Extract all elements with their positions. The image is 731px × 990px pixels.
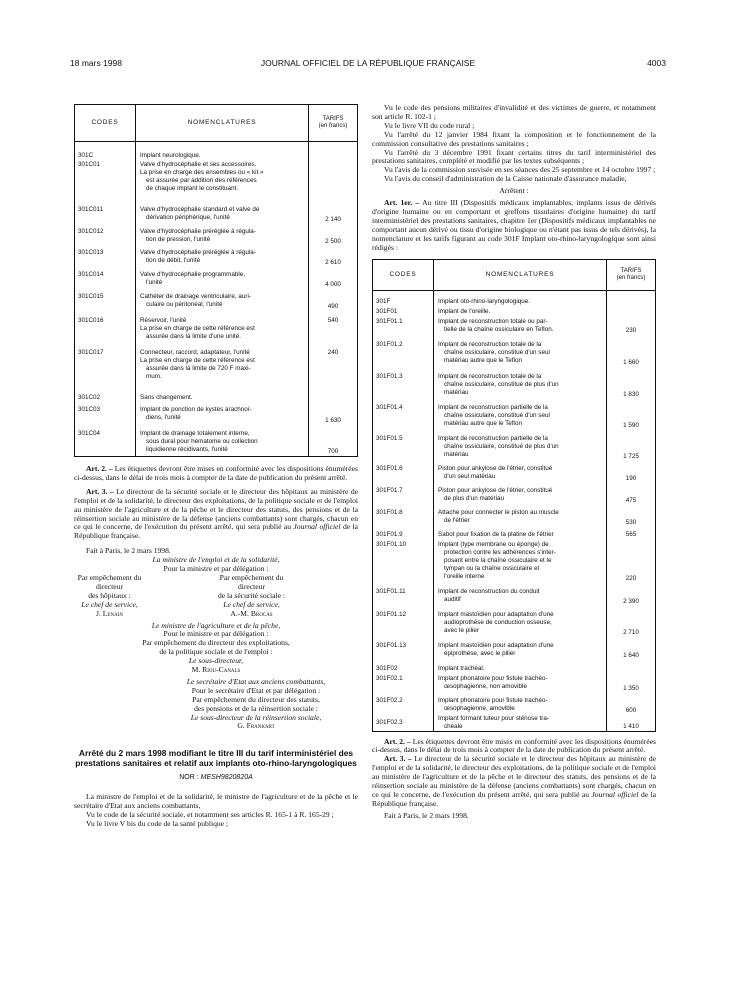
table-cell-text: Implant de reconstruction totale ou par- (438, 317, 548, 325)
table-cell-text: Implant (type membrane ou éponge) de (438, 540, 549, 548)
table-cell-text: Sans changement. (140, 394, 193, 401)
table-cell-text: Réservoir, l'unité (140, 317, 187, 324)
table-cell-code: 301C01 (78, 161, 101, 168)
table-cell-text: Implant mastoïdien pour adaptation d'une (438, 641, 554, 649)
article-2: Art. 2. – Les étiquettes devront être mises en conformité avec les dispositions énumérées ci-dessus, dans le délai de trois mois à compter de la date de publication du présent arrêté. (372, 736, 656, 755)
table-cell-text: Connecteur, raccord, adaptateur, l'unité (140, 349, 250, 356)
table-cell-text: audioprothèse de conduction osseuse, (444, 618, 552, 626)
table-cell-code: 301F01.8 (376, 508, 403, 516)
table-cell-text: Valve d'hydrocéphalie préréglée à régula- (140, 249, 256, 256)
table-cell-tarif: 1 660 (623, 358, 639, 366)
table-cell-tarif: 2 610 (325, 259, 341, 266)
table-cell-text: tympan ou la chaîne ossiculaire et (444, 564, 540, 572)
table-header (373, 260, 655, 291)
table-cell-text: Implant de l'oreille. (438, 307, 491, 315)
table-cell-code: 301C015 (78, 293, 104, 300)
table-cell-code: 301C013 (78, 249, 104, 256)
table-body (373, 291, 655, 731)
table-cell-tarif: 2 500 (325, 238, 341, 245)
page-header (70, 58, 666, 72)
tarifs-column (607, 291, 655, 731)
table-cell-text: l'oreille interne (444, 572, 485, 580)
table-cell-code: 301F01 (376, 307, 398, 315)
table-cell-tarif: 1 410 (623, 722, 639, 730)
table-cell-text: de plus d'un matériau (444, 494, 505, 502)
table-cell-text: de chaque implant le constituant. (146, 185, 239, 192)
table-cell-text: Implant phonatoire pour fistule trachéo- (438, 696, 548, 704)
table-cell-text: chéale (444, 722, 463, 730)
table-cell-text: Implant oto-rhino-laryngologique. (438, 297, 531, 305)
table-cell-tarif: 1 830 (623, 390, 639, 398)
table-cell-code: 301F01.12 (376, 610, 407, 618)
table-cell-text: tion de pression, l'unité (146, 236, 211, 243)
table-cell-text: chaîne ossiculaire, constitué d'un seul (444, 348, 550, 356)
col-header-codes: CODES (373, 260, 434, 290)
table-cell-text: de l'étrier (444, 516, 470, 524)
nor-reference: NOR : MESH9820820A (179, 774, 253, 782)
table-cell-text: assurée dans la limite de 720 F maxi- (146, 365, 251, 372)
table-cell-tarif: 4 000 (325, 281, 341, 288)
table-cell-code: 301C02 (78, 394, 101, 401)
table-cell-text: Implant formant tuteur pour sténose tra- (438, 714, 549, 722)
signature-name: G. Frankart (237, 721, 275, 731)
table-cell-tarif: 2 390 (623, 597, 639, 605)
table-cell-text: Implant de reconstruction partielle de la (438, 403, 548, 411)
table-cell-text: œsophagienne, amovible (444, 704, 515, 712)
table-cell-text: chaîne ossiculaire, constitué d'un seul (444, 411, 550, 419)
table-cell-text: dérivation périphérique, l'unité (146, 214, 230, 221)
table-cell-tarif: 490 (327, 303, 339, 310)
table-cell-tarif: 2 140 (325, 216, 341, 223)
article-1: Art. 1er. – Au titre III (Dispositifs médicaux implantables, implants issus de dérivés d'origine humaine ou en comportant et greffons tissulaires d'origine humaine) du tarif interministériel des prestations sanitaires, chapitre 1er (Dispositifs médicaux implantables ne comportant aucun dérivé ou tissu d'origine biologique ou n'étant pas issus de tels dérivés), la nomenclature et les tarifs figurant au code 301F Implant oto-rhino-laryngologique sont ainsi rédigés : (372, 198, 657, 252)
right-column (372, 104, 656, 821)
table-cell-tarif: 230 (625, 326, 637, 334)
table-cell-code: 301F01.13 (376, 641, 407, 649)
tarifs-column (309, 142, 357, 456)
table-cell-text: Implant de ponction de kystes arachnoï- (140, 406, 252, 413)
col-header-nomenclatures: NOMENCLATURES (434, 260, 607, 290)
table-cell-text: l'unité (146, 279, 163, 286)
table-cell-text: Implant de drainage totalement interne, (140, 430, 250, 437)
table-cell-text: œsophagienne, non amovible (444, 682, 527, 690)
table-cell-text: matériau (444, 388, 469, 396)
table-cell-text: La prise en charge de cette référence est (140, 325, 255, 332)
article-2: Art. 2. – Les étiquettes devront être mises en conformité avec les dispositions énumérées ci-dessus, dans le délai de trois mois à compter de la date de publication du présent arrêté. (74, 464, 358, 482)
arretent: Arrêtent : (499, 186, 529, 196)
table-header (75, 105, 357, 142)
table-cell-text: auditif (444, 595, 461, 603)
left-column (74, 104, 358, 829)
table-cell-code: 301F (376, 297, 391, 305)
left-body-text: Art. 2. – Les étiquettes devront être mises en conformité avec les dispositions énumérées ci-dessus, dans le délai de trois mois à compter de la date de publication du présent arrêté. Art. 3. – Le directeur de la sécurité sociale et le directeur des hôpitaux au ministère de l'emploi et de la solidarité, le directeur des exploitations, de la politique sociale et de l'emploi au ministère de l'agriculture et de la pêche et le directeur des statuts, des pensions et de la réinsertion sociale au ministère de la défense (anciens combattants) sont chargés, chacun en ce qui le concerne, de l'exécution du présent arrêté, qui sera publié au Journal officiel de la République française. Fait à Paris, le 2 mars 1998. La ministre de l'emploi et de la solidarité, Pour la ministre et par délégation : Par empêchement du directeur des hôpitaux : Le chef de service, J. Lenain Par empêchement du directeur de la sécurité sociale : Le chef de service, A.-M. Brocas Le ministre de l'agriculture et de la pêche, Pour le ministre et par délégation : Par empêchement du directeur des exploitations, de la politique sociale et de l'emploi : Le sous-directeur, M. Riou-Canals Le secrétaire d'Etat aux anciens combattants, Pour le secrétaire d'Etat et par délégation : Par empêchement du directeur des statuts, des pensions et de la réinsertion sociale : Le sous-directeur de la réinsertion sociale, G. Frankart Arrêté du 2 mars 1998 modifiant le titre III du tarif interministériel des prestations sanitaires et relatif aux implants oto-rhino-laryngologiques NOR : MESH9820820A La ministre de l'emploi et de la solidarité, le ministre de l'agriculture et de la pêche et le secrétaire d'Etat aux anciens combattants, Vu le code de la sécurité sociale, et notamment ses articles R. 165-1 à R. 165-29 ; Vu le livre V bis du code de la santé publique ; (74, 464, 359, 828)
right-body-text: Vu le code des pensions militaires d'invalidité et des victimes de guerre, et notamment son article R. 102-1 ; Vu le livre VII du code rural ; Vu l'arrêté du 12 janvier 1984 fixant la composition et le fonctionnement de la commission consultative des prestations sanitaires ; Vu l'arrêté du 3 décembre 1991 fixant certains titres du tarif interministériel des prestations sanitaires, complété et modifié par les textes subséquents ; Vu l'avis de la commission susvisée en ses séances des 25 septembre et 14 octobre 1997 ; Vu l'avis du conseil d'administration de la Caisse nationale d'assurance maladie, Arrêtent : Art. 1er. – Au titre III (Dispositifs médicaux implantables, implants issus de dérivés d'origine humaine ou en comportant et greffons tissulaires d'origine humaine) du tarif interministériel des prestations sanitaires, chapitre 1er (Dispositifs médicaux implantables ne comportant aucun dérivé ou tissu d'origine biologique ou n'étant pas issus de tels dérivés), la nomenclature et les tarifs figurant au code 301F Implant oto-rhino-laryngologique sont ainsi rédigés : (372, 103, 657, 252)
signatory-ministre: La ministre de l'emploi et de la solidarité, (152, 555, 280, 565)
table-cell-code: 301F02.2 (376, 696, 403, 704)
table-cell-text: Implant phonatoire pour fistule trachéo- (438, 674, 548, 682)
table-cell-text: chaîne ossiculaire, constitué de plus d'un (444, 442, 559, 450)
col-header-nomenclatures: NOMENCLATURES (136, 105, 309, 141)
table-cell-code: 301C011 (78, 206, 104, 213)
page-number: 4003 (647, 58, 666, 68)
table-cell-code: 301F01.1 (376, 317, 403, 325)
table-cell-tarif: 220 (625, 574, 637, 582)
table-cell-code: 301F02 (376, 664, 398, 672)
table-cell-code: 301C03 (78, 406, 101, 413)
table-cell-text: chaîne ossiculaire, constitué de plus d'un (444, 380, 559, 388)
table-cell-text: Attache pour connecter le piston au muscle (438, 508, 559, 516)
table-cell-text: assurée dans la limite d'une unité. (146, 333, 242, 340)
table-cell-code: 301C016 (78, 317, 104, 324)
table-cell-text: La prise en charge des ensembles ou « kit » (140, 169, 264, 176)
table-cell-text: avec le pilier (444, 626, 479, 634)
header-date: 18 mars 1998 (70, 58, 122, 68)
table-cell-tarif: 1 350 (623, 684, 639, 692)
table-cell-text: est assurée par addition des références (146, 177, 257, 184)
nomenclatures-column (136, 142, 309, 456)
fait-a-paris: Fait à Paris, le 2 mars 1998. (384, 810, 469, 820)
col-header-tarifs: TARIFS (en francs) (318, 116, 348, 129)
table-cell-tarif: 565 (625, 530, 637, 538)
table-cell-text: Piston pour ankylose de l'étrier, constitué (438, 486, 553, 494)
nomenclatures-column (434, 291, 607, 731)
table-cell-text: culaire ou péritonéal, l'unité (146, 301, 223, 308)
table-cell-code: 301C04 (78, 430, 101, 437)
table-cell-code: 301F01.3 (376, 372, 403, 380)
table-cell-text: Implant trachéal. (438, 664, 485, 672)
table-cell-tarif: 475 (625, 496, 637, 504)
signature-pair: Par empêchement du directeur des hôpitaux : Le chef de service, J. Lenain Par empêchement du directeur de la sécurité sociale : Le chef de service, A.-M. Brocas (74, 574, 358, 619)
table-cell-text: Implant mastoïdien pour adaptation d'une (438, 610, 554, 618)
table-cell-code: 301F02.1 (376, 674, 403, 682)
table-cell-text: Valve d'hydrocéphalie programmable, (140, 271, 246, 278)
codes-column (75, 142, 136, 456)
arrete-title: Arrêté du 2 mars 1998 modifiant le titre III du tarif interministériel des prestations sanitaires et relatif aux implants oto-rhino-laryngologiques (75, 748, 357, 768)
table-cell-text: Implant de reconstruction du conduit (438, 587, 540, 595)
table-cell-code: 301C014 (78, 271, 104, 278)
table-cell-code: 301C012 (78, 228, 104, 235)
table-cell-tarif: 1 640 (623, 651, 639, 659)
codes-column (373, 291, 434, 731)
table-cell-tarif: 240 (327, 349, 339, 356)
table-cell-text: tielle de la chaîne ossiculaire en Teflon. (444, 325, 554, 333)
signatory-anciens-combattants: Le secrétaire d'Etat aux anciens combattants, Pour le secrétaire d'Etat et par délégation : Par empêchement du directeur des statuts, des pensions et de la réinsertion sociale : Le sous-directeur de la réinsertion sociale, G. Frankart (74, 678, 358, 731)
table-cell-tarif: 1 725 (623, 452, 639, 460)
table-cell-tarif: 190 (625, 474, 637, 482)
table-cell-text: Cathéter de drainage ventriculaire, auri- (140, 293, 251, 300)
table-cell-text: diens, l'unité (146, 414, 181, 421)
table-cell-code: 301F01.6 (376, 464, 403, 472)
table-cell-code: 301F01.5 (376, 434, 403, 442)
table-cell-text: sous dural pour hématome ou collection (146, 438, 258, 445)
table-cell-text: tion de débit, l'unité (146, 257, 201, 264)
table-cell-text: Implant neurologique. (140, 152, 201, 159)
table-cell-text: Valve d'hydrocéphalie préréglée à régula- (140, 228, 256, 235)
table-cell-text: posant entre la chaîne ossiculaire et le (444, 556, 552, 564)
table-cell-text: épiprothèse, avec le pilier (444, 649, 516, 657)
table-cell-code: 301C (78, 152, 94, 159)
table-cell-tarif: 600 (625, 706, 637, 714)
table-cell-tarif: 530 (625, 518, 637, 526)
col-header-tarifs: TARIFS (en francs) (616, 267, 646, 281)
journal-title: JOURNAL OFFICIEL DE LA RÉPUBLIQUE FRANÇAISE (260, 58, 476, 68)
table-cell-tarif: 2 710 (623, 628, 639, 636)
table-cell-text: mum. (146, 373, 162, 380)
table-cell-code: 301F01.7 (376, 486, 403, 494)
table-cell-text: matériau autre que le Teflon (444, 356, 522, 364)
tarif-table-orl (372, 259, 656, 732)
table-cell-text: d'un seul matériau (444, 472, 496, 480)
table-cell-code: 301C017 (78, 349, 104, 356)
tarif-table-neuro (74, 104, 358, 457)
table-cell-text: La prise en charge de cette référence est (140, 357, 255, 364)
table-cell-text: matériau (444, 450, 469, 458)
table-cell-text: matériau autre que le Teflon (444, 419, 522, 427)
table-cell-tarif: 540 (327, 317, 339, 324)
table-cell-code: 301F01.4 (376, 403, 403, 411)
table-cell-text: Valve d'hydrocéphalie et ses accessoires. (140, 161, 257, 168)
table-cell-text: liquidienne récidivants, l'unité (146, 446, 228, 453)
table-body (75, 142, 357, 456)
signature-name: A.-M. Brocas (230, 608, 273, 618)
table-cell-text: Piston pour ankylose de l'étrier, constitué (438, 464, 553, 472)
right-closing-text (372, 738, 656, 821)
table-cell-text: Sabot pour fixation de la platine de l'étrier (438, 530, 554, 538)
fait-a-paris: Fait à Paris, le 2 mars 1998. (86, 546, 171, 556)
article-3: Art. 3. – Le directeur de la sécurité sociale et le directeur des hôpitaux au ministère de l'emploi et de la solidarité, le directeur des exploitations, de la politique sociale et de l'emploi au ministère de l'agriculture et de la pêche et le directeur des statuts, des pensions et de la réinsertion sociale au ministère de la défense (anciens combattants) sont chargés, chacun en ce qui le concerne, de l'exécution du présent arrêté, qui sera publié au Journal officiel de la République française. (372, 754, 657, 808)
signature-name: M. Riou-Canals (191, 665, 241, 675)
table-cell-text: protection contre les adhérences s'inter- (444, 548, 556, 556)
table-cell-tarif: 1 590 (623, 421, 639, 429)
table-cell-code: 301F02.3 (376, 718, 403, 726)
table-cell-code: 301F01.9 (376, 530, 403, 538)
table-cell-tarif: 1 630 (325, 417, 341, 424)
table-cell-tarif: 700 (327, 448, 339, 455)
table-cell-text: Implant de reconstruction totale de la (438, 340, 542, 348)
article-3: Art. 3. – Le directeur de la sécurité sociale et le directeur des hôpitaux au ministère de l'emploi et de la solidarité, le directeur des exploitations, de la politique sociale et de l'emploi au ministère de l'agriculture et de la pêche et le directeur des statuts, des pensions et de la réinsertion sociale au ministère de la défense (anciens combattants) sont chargés, chacun en ce qui le concerne, de l'exécution du présent arrêté, qui sera publié au Journal officiel de la République française. (74, 486, 359, 541)
table-cell-code: 301F01.11 (376, 587, 406, 595)
table-cell-text: Implant de reconstruction partielle de la (438, 434, 548, 442)
table-cell-text: Implant de reconstruction totale de la (438, 372, 542, 380)
table-cell-text: Valve d'hydrocéphalie standard et valve de (140, 206, 260, 213)
table-cell-code: 301F01.10 (376, 540, 407, 548)
delegation: Pour la ministre et par délégation : (163, 564, 269, 574)
signature-name: J. Lenain (96, 608, 123, 618)
table-cell-code: 301F01.2 (376, 340, 403, 348)
col-header-codes: CODES (75, 105, 136, 141)
